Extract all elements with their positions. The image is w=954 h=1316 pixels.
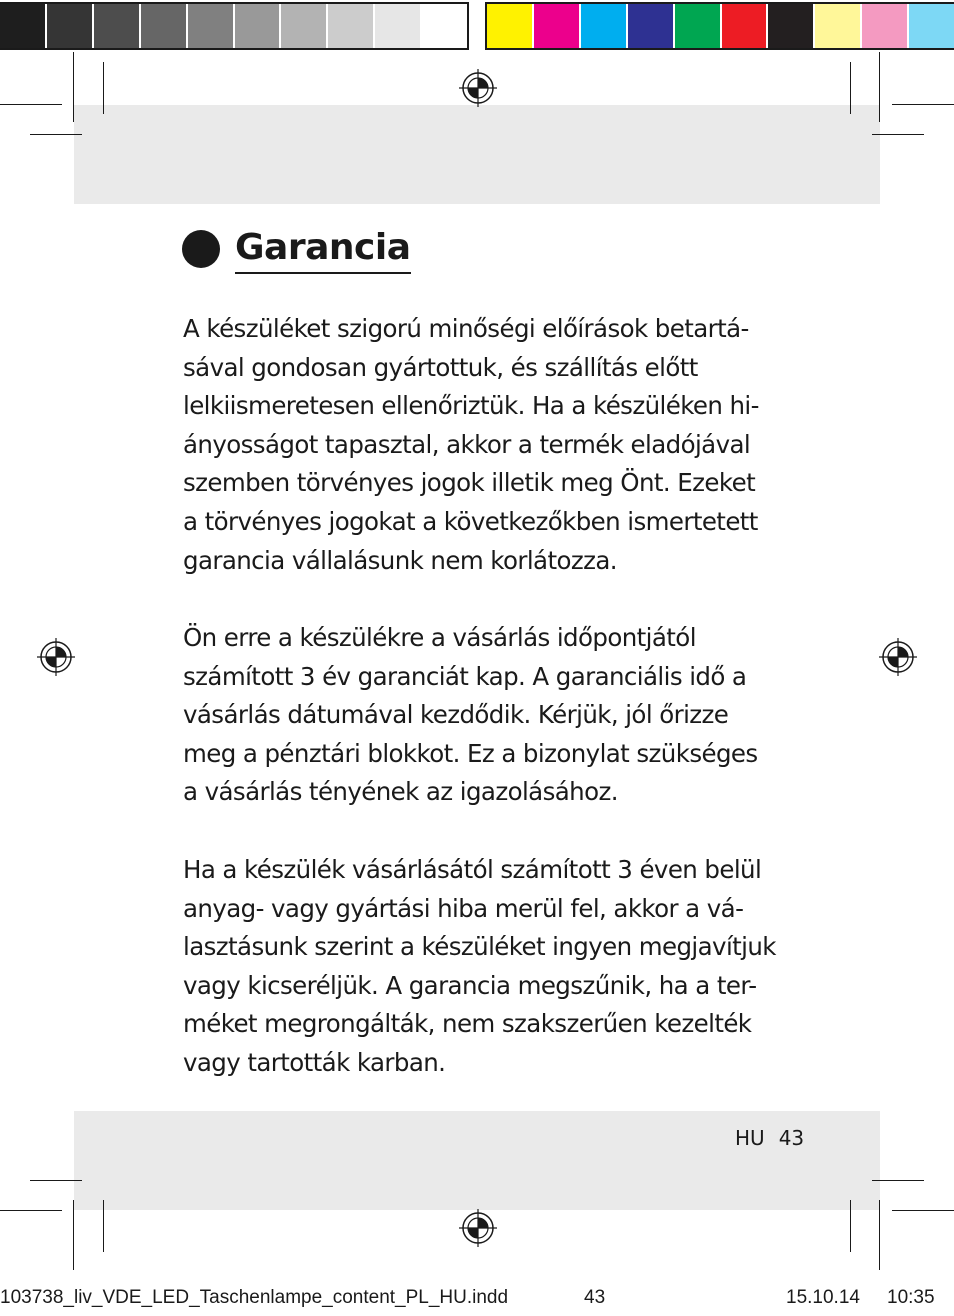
color-swatch (768, 4, 815, 48)
gray-swatch (235, 4, 282, 48)
text-line: a vásárlás tényének az igazolásához. (183, 777, 618, 807)
color-swatch (581, 4, 628, 48)
color-swatch (862, 4, 909, 48)
crop-mark (0, 1210, 62, 1211)
color-swatch (722, 4, 769, 48)
text-line: méket megrongálták, nem szakszerűen kezelték (183, 1009, 752, 1039)
text-line: Ön erre a készülékre a vásárlás időpontjától (183, 623, 696, 652)
registration-mark-icon (459, 1209, 497, 1247)
section-heading (182, 224, 411, 274)
text-line: vásárlás dátumával kezdődik. Kérjük, jól őrizze (183, 700, 729, 730)
bullet-icon (182, 230, 220, 268)
text-line: A készüléket szigorú minőségi előírások betartá- (183, 314, 749, 343)
color-swatch (675, 4, 722, 48)
paragraph (183, 619, 783, 812)
crop-mark (30, 134, 82, 135)
text-line: lelkiismeretesen ellenőriztük. Ha a készüléken hi- (183, 391, 759, 421)
gray-swatch (47, 4, 94, 48)
paragraph (183, 851, 783, 1083)
gray-color-bar (0, 2, 469, 50)
crop-mark (850, 1200, 851, 1252)
color-swatch (534, 4, 581, 48)
crop-mark (30, 1180, 82, 1181)
slug-date: 15.10.14 (786, 1287, 860, 1308)
process-color-bar (485, 2, 954, 50)
crop-mark (73, 52, 74, 122)
registration-mark-icon (459, 69, 497, 107)
heading-title: Garancia (235, 224, 411, 274)
text-line: sával gondosan gyártottuk, és szállítás előtt (183, 352, 698, 382)
gray-swatch (375, 4, 422, 48)
gray-swatch (422, 4, 467, 48)
slug-filename: 103738_liv_VDE_LED_Taschenlampe_content_PL_HU.indd (0, 1287, 509, 1308)
text-line: garancia vállalásunk nem korlátozza. (183, 545, 617, 575)
text-line: Ha a készülék vásárlásától számított 3 éven belül (183, 855, 762, 884)
color-swatch (909, 4, 954, 48)
crop-mark (879, 52, 880, 122)
color-swatch (815, 4, 862, 48)
crop-mark (879, 1200, 880, 1270)
paragraph (183, 310, 783, 580)
gray-swatch (141, 4, 188, 48)
registration-mark-icon (37, 638, 75, 676)
color-swatch (487, 4, 534, 48)
crop-mark (73, 1200, 74, 1270)
text-line: vagy kicseréljük. A garancia megszűnik, ha a ter- (183, 970, 757, 1000)
language-code: HU (735, 1126, 765, 1150)
registration-mark-icon (879, 638, 917, 676)
gray-swatch (328, 4, 375, 48)
gray-swatch (281, 4, 328, 48)
page-footer (735, 1126, 818, 1150)
crop-mark (103, 1200, 104, 1252)
crop-mark (872, 1180, 924, 1181)
gray-swatch (0, 4, 47, 48)
crop-mark (892, 1210, 954, 1211)
gray-swatch (188, 4, 235, 48)
slug-time: 10:35 (887, 1287, 935, 1308)
crop-mark (892, 104, 954, 105)
text-line: a törvényes jogokat a következőkben ismertetett (183, 506, 758, 536)
text-line: vagy tartották karban. (183, 1047, 446, 1077)
crop-mark (850, 62, 851, 114)
text-line: lasztásunk szerint a készüléket ingyen megjavítjuk (183, 932, 776, 962)
page-number: 43 (778, 1126, 805, 1150)
slug-page: 43 (584, 1287, 606, 1308)
top-margin-band (74, 105, 880, 204)
text-line: ányosságot tapasztal, akkor a termék eladójával (183, 429, 751, 459)
crop-mark (103, 62, 104, 114)
text-line: anyag- vagy gyártási hiba merül fel, akkor a vá- (183, 893, 744, 923)
crop-mark (0, 104, 62, 105)
color-swatch (628, 4, 675, 48)
crop-mark (872, 134, 924, 135)
text-line: számított 3 év garanciát kap. A garanciális idő a (183, 661, 747, 691)
text-line: meg a pénztári blokkot. Ez a bizonylat szükséges (183, 738, 758, 768)
text-line: szemben törvényes jogok illetik meg Önt. Ezeket (183, 468, 756, 498)
gray-swatch (94, 4, 141, 48)
